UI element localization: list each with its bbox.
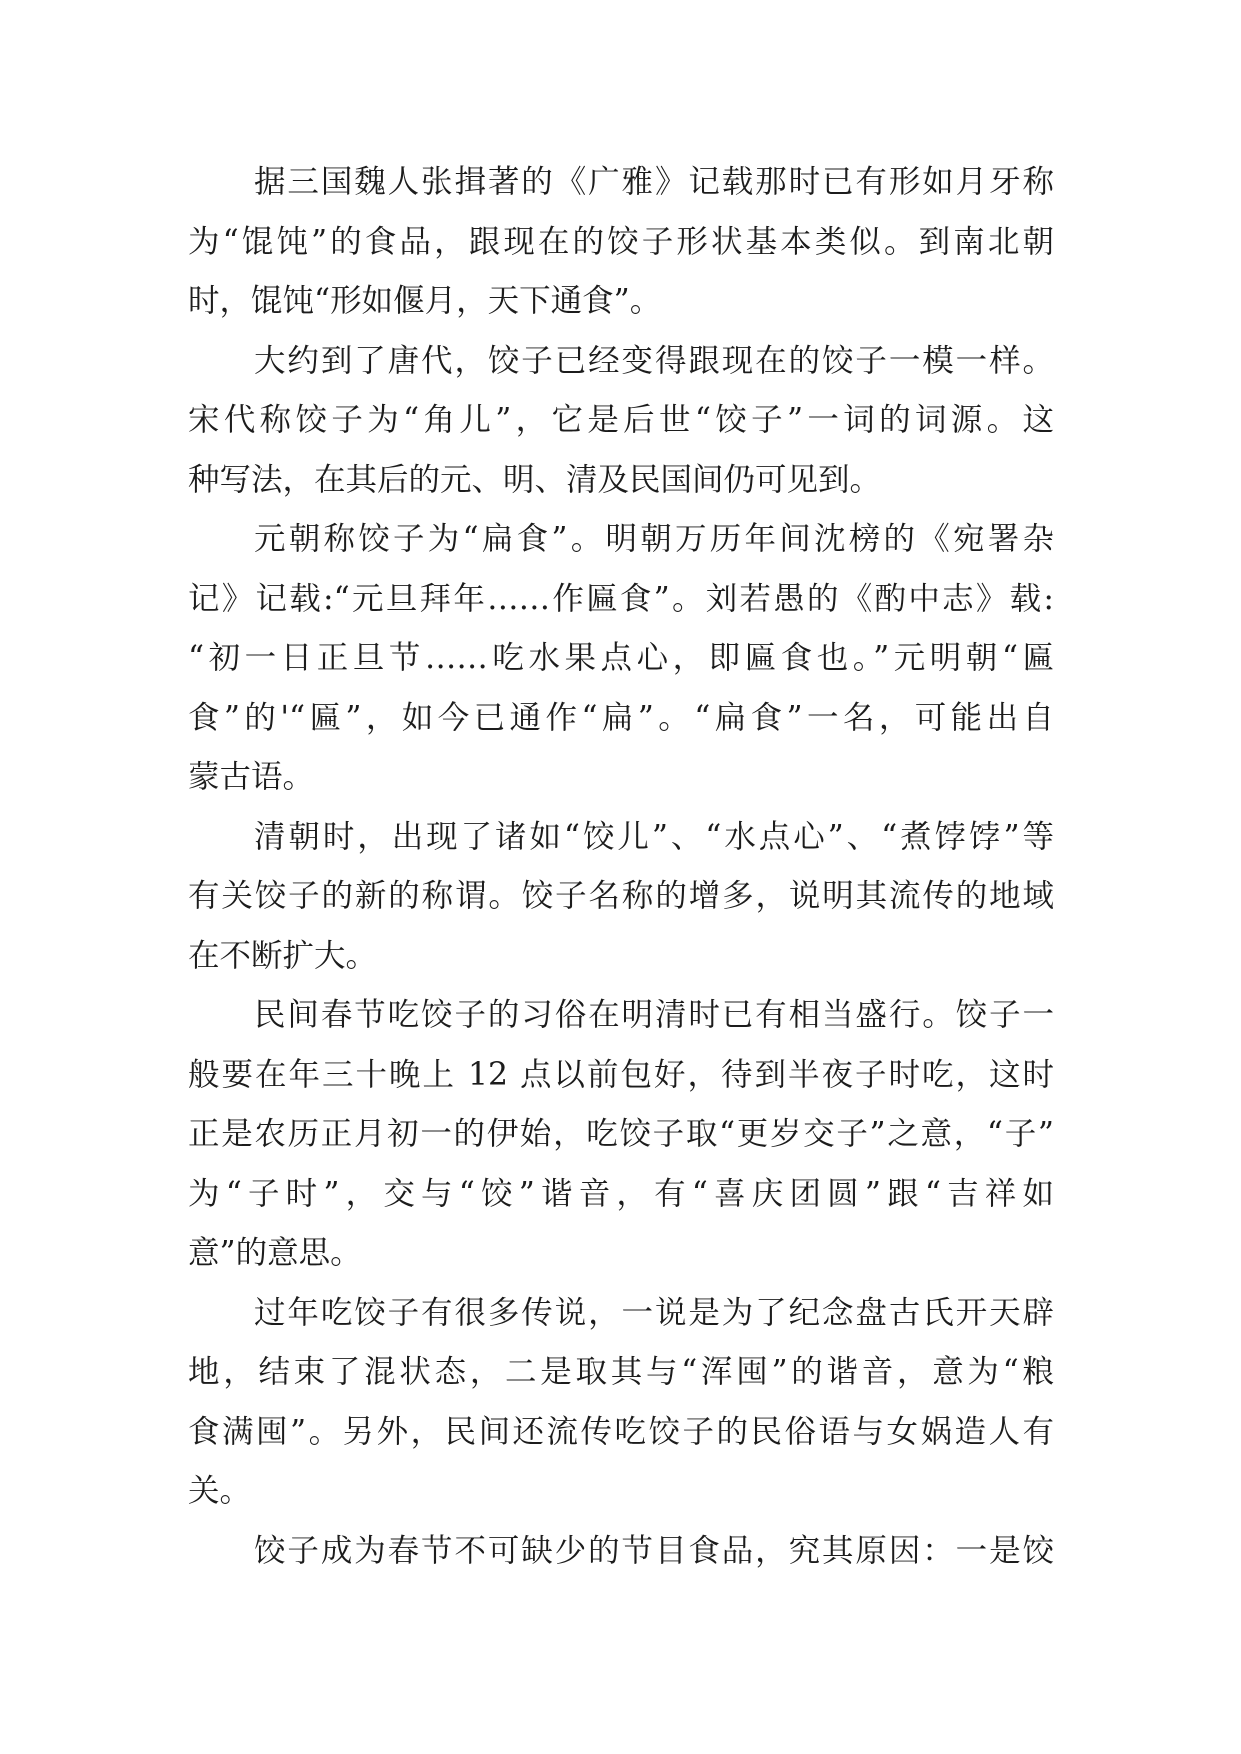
text-line: 大约到了唐代，饺子已经变得跟现在的饺子一模一样。 — [254, 342, 1054, 379]
text-line: 在不断扩大。 — [188, 937, 378, 974]
text-line: 关。 — [188, 1473, 252, 1509]
paragraph — [188, 332, 1054, 511]
text-line: 种写法，在其后的元、明、清及民国间仍可见到。 — [188, 461, 882, 498]
paragraph — [188, 808, 1054, 987]
text-line: 地，结束了混状态，二是取其与“浑囤”的谐音，意为“粮 — [188, 1354, 1054, 1390]
text-line: 过年吃饺子有很多传说，一说是为了纪念盘古氏开天辟 — [254, 1294, 1054, 1331]
text-line: 宋代称饺子为“角儿”，它是后世“饺子”一词的词源。这 — [188, 402, 1054, 438]
paragraph — [188, 510, 1054, 808]
text-line: 般要在年三十晚上 12 点以前包好，待到半夜子时吃，这时 — [188, 1056, 1054, 1093]
text-line: 民间春节吃饺子的习俗在明清时已有相当盛行。饺子一 — [254, 997, 1054, 1033]
text-line: 据三国魏人张揖著的《广雅》记载那时已有形如月牙称 — [254, 164, 1054, 200]
text-line: 为“馄饨”的食品，跟现在的饺子形状基本类似。到南北朝 — [188, 223, 1054, 260]
document-body — [188, 153, 1054, 1581]
text-line: 有关饺子的新的称谓。饺子名称的增多，说明其流传的地域 — [188, 878, 1054, 914]
paragraph — [188, 153, 1054, 332]
paragraph — [188, 1284, 1054, 1522]
text-line: 蒙古语。 — [188, 759, 315, 795]
text-line: 元朝称饺子为“扁食”。明朝万历年间沈榜的《宛署杂 — [254, 521, 1054, 557]
text-line: 时，馄饨“形如偃月，天下通食”。 — [188, 283, 662, 319]
text-line: 为“子时”，交与“饺”谐音，有“喜庆团圆”跟“吉祥如 — [188, 1175, 1054, 1212]
text-line: 清朝时，出现了诸如“饺儿”、“水点心”、“煮饽饽”等 — [254, 818, 1054, 855]
text-line: 饺子成为春节不可缺少的节目食品，究其原因：一是饺 — [254, 1532, 1054, 1569]
text-line: 食满囤”。另外，民间还流传吃饺子的民俗语与女娲造人有 — [188, 1413, 1054, 1450]
paragraph — [188, 986, 1054, 1284]
text-line: “初一日正旦节……吃水果点心，即匾食也。”元明朝“匾 — [188, 640, 1054, 676]
text-line: 正是农历正月初一的伊始，吃饺子取“更岁交子”之意，“子” — [188, 1116, 1054, 1152]
paragraph — [188, 1522, 1054, 1582]
text-line: 意”的意思。 — [188, 1235, 362, 1271]
text-line: 食”的'“匾”，如今已通作“扁”。“扁食”一名，可能出自 — [188, 699, 1054, 736]
text-line: 记》记载:“元旦拜年……作匾食”。刘若愚的《酌中志》载: — [188, 580, 1054, 617]
